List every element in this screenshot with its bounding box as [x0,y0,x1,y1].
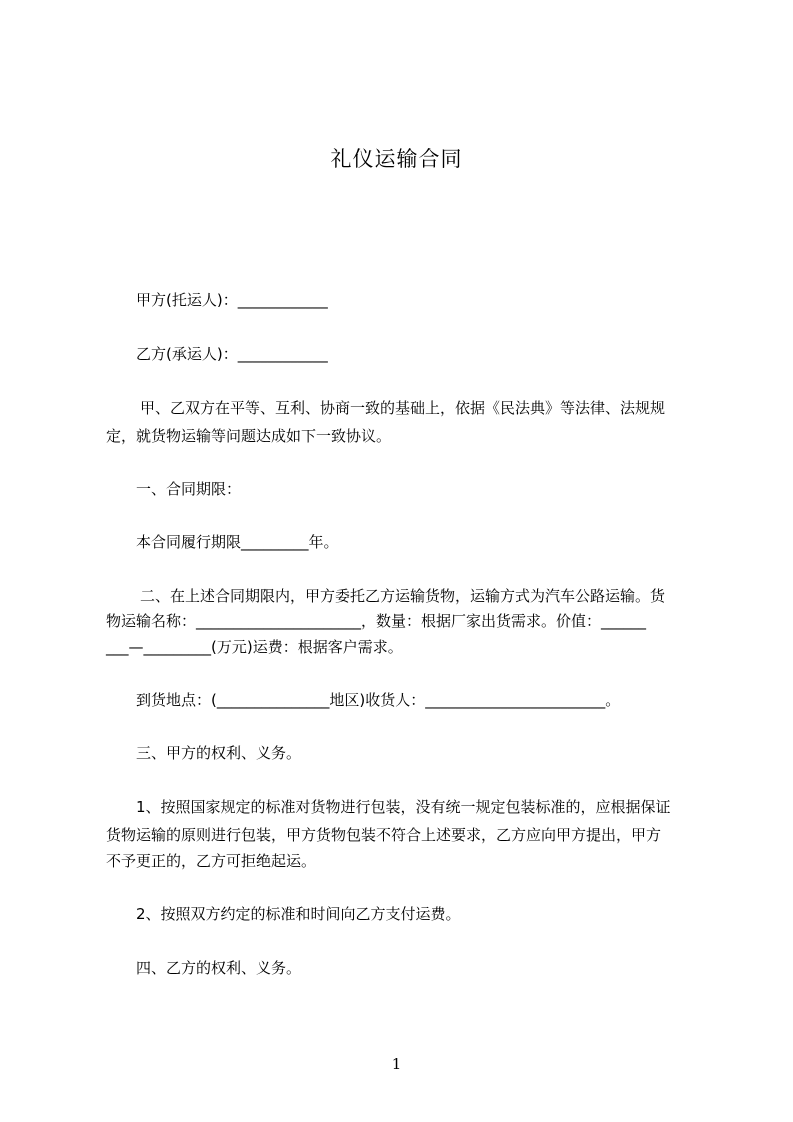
section-3-item-1-line-1: 1、按照国家规定的标准对货物进行包装，没有统一规定包装标准的，应根据保证 [136,798,671,816]
section-1-text: 本合同履行期限_________年。 [136,533,339,551]
document-title: 礼仪运输合同 [330,147,463,171]
section-3-item-1-line-2: 货物运输的原则进行包装，甲方货物包装不符合上述要求，乙方应向甲方提出，甲方 [106,826,662,844]
section-1-heading: 一、合同期限： [136,480,242,498]
party-b-line: 乙方(承运人)：____________ [136,345,328,363]
section-2-line-3: ___—_________(万元)运费：根据客户需求。 [106,638,403,656]
section-2-line-1: 二、在上述合同期限内，甲方委托乙方运输货物，运输方式为汽车公路运输。货 [140,587,666,605]
party-a-line: 甲方(托运人)：____________ [136,291,328,309]
section-3-item-1-line-3: 不予更正的，乙方可拒绝起运。 [106,852,317,870]
delivery-line: 到货地点：(_______________地区)收货人：________________________。 [136,691,621,709]
section-4-heading: 四、乙方的权利、义务。 [136,959,302,977]
section-3-item-2: 2、按照双方约定的标准和时间向乙方支付运费。 [136,905,461,923]
page-number: 1 [391,1055,402,1073]
intro-line-1: 甲、乙双方在平等、互利、协商一致的基础上，依据《民法典》等法律、法规规 [140,399,666,417]
section-2-line-2: 物运输名称：______________________，数量：根据厂家出货需求。价值：______ [106,612,647,630]
section-3-heading: 三、甲方的权利、义务。 [136,744,302,762]
intro-line-2: 定，就货物运输等问题达成如下一致协议。 [106,427,392,445]
